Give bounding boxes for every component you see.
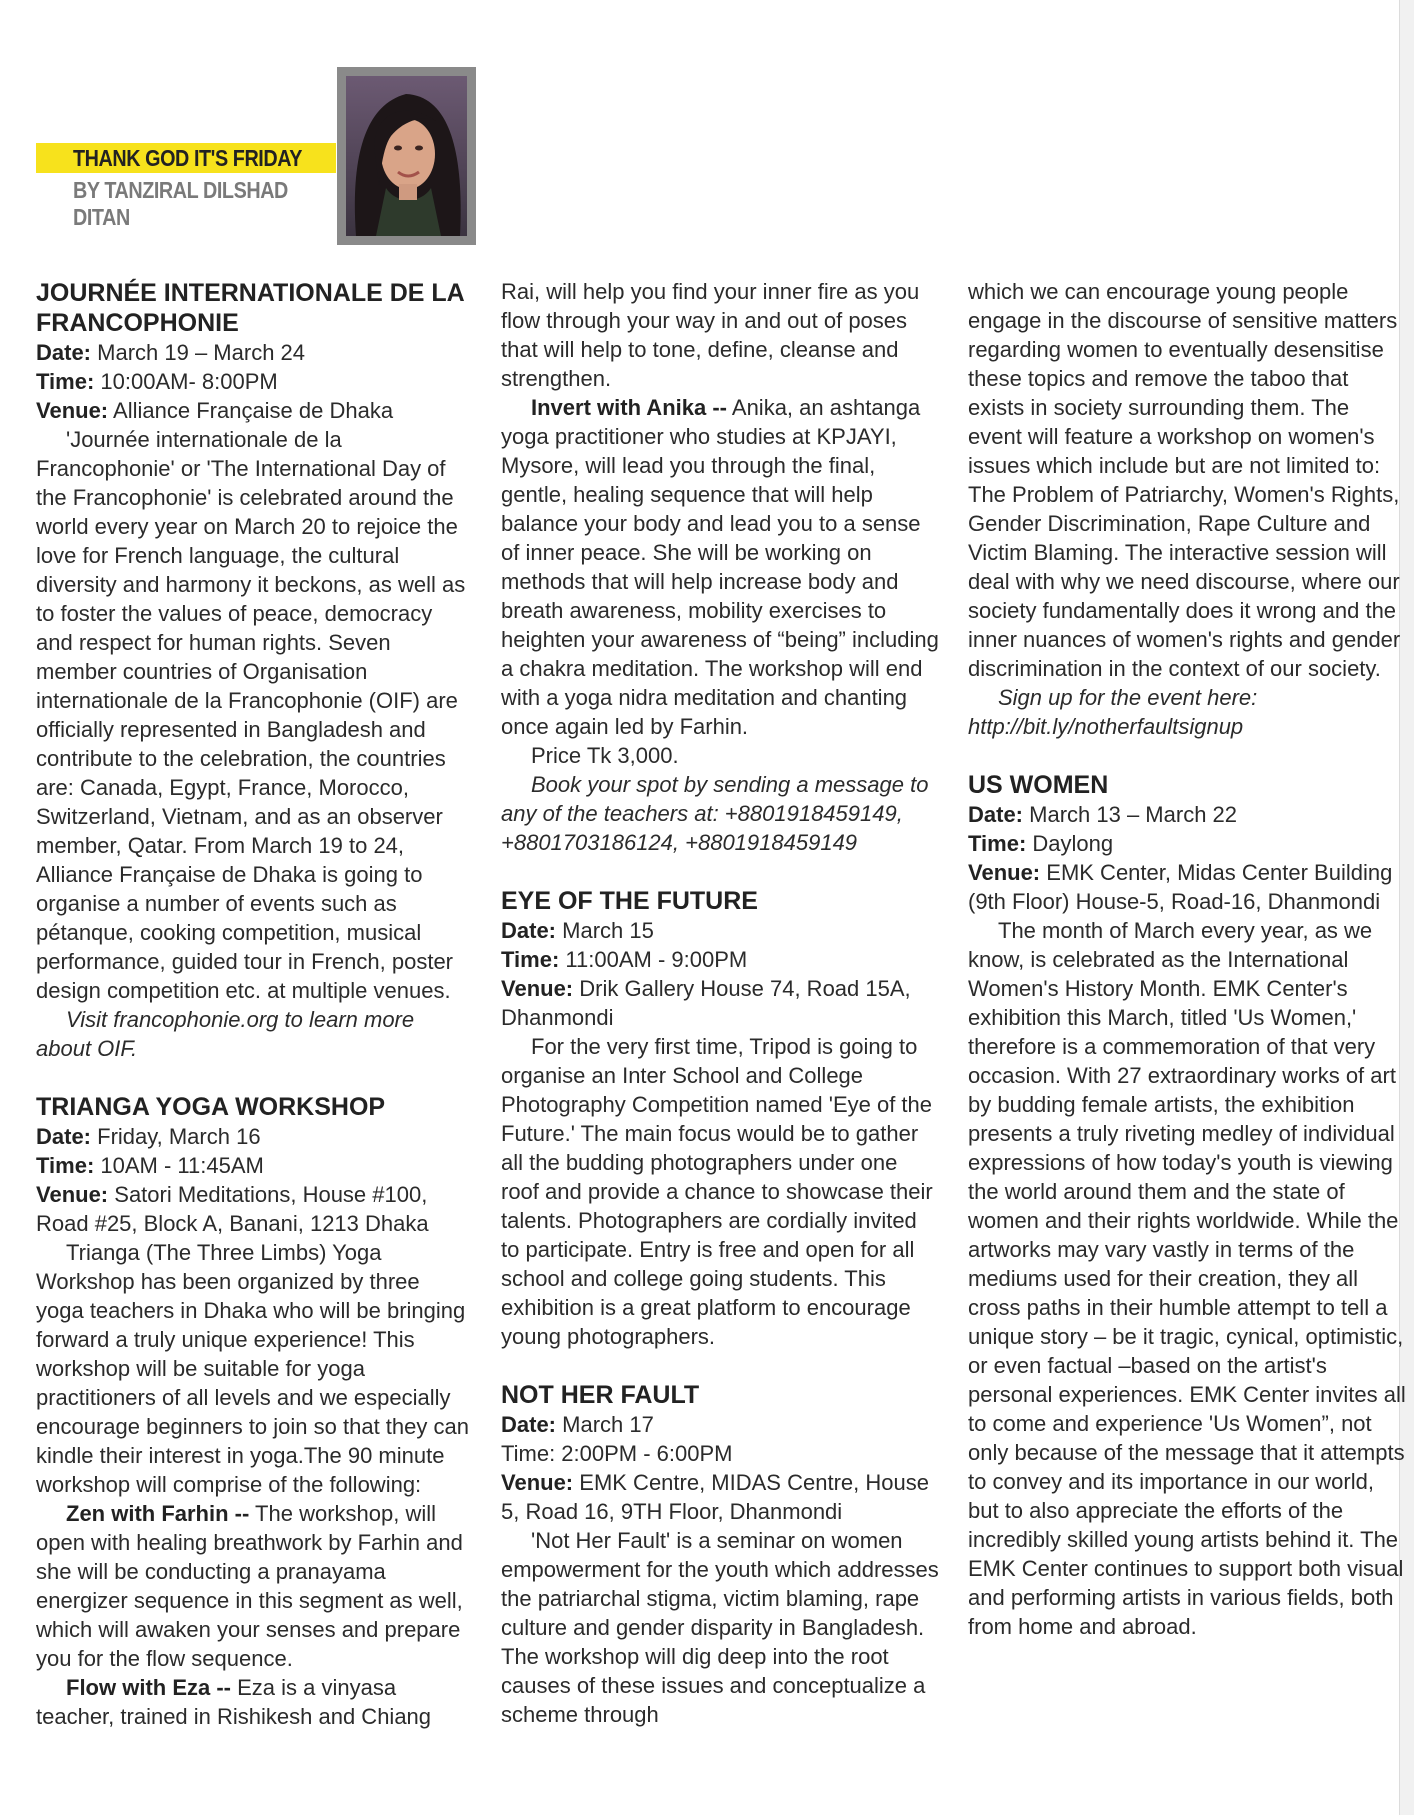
author-photo-frame xyxy=(337,67,476,245)
article-body-continued: Rai, will help you find your inner fire as you flow through your way in and out of poses that will help to tone, define, cleanse and strengthen. xyxy=(501,279,920,391)
section-title: JOURNÉE INTERNATIONALE DE LA FRANCOPHONIE xyxy=(36,279,464,337)
article-trianga-yoga xyxy=(36,1092,470,1731)
section-title: US WOMEN xyxy=(968,771,1109,799)
event-date: Date: Friday, March 16 xyxy=(36,1124,261,1149)
event-time: Time: 10AM - 11:45AM xyxy=(36,1153,264,1178)
article-body: For the very first time, Tripod is going to organise an Inter School and College Photography Competition named 'Eye of the Future.' The main focus would be to gather all the budding photographers under one roof and provide a chance to showcase their talents. Photographers are cordially invited to participate. Entry is free and open for all school and college going students. This exhibition is a great platform to encourage young photographers. xyxy=(501,1034,933,1349)
article-not-her-fault xyxy=(501,1380,941,1729)
event-date: Date: March 13 – March 22 xyxy=(968,802,1238,827)
event-time: Time: 10:00AM- 8:00PM xyxy=(36,369,278,394)
column-2 xyxy=(501,277,941,1729)
article-body: 'Journée internationale de la Francophonie' or 'The International Day of the Francophonie' is celebrated around the world every year on March 20 to rejoice the love for French language, the cultural diversity and harmony it beckons, as well as to foster the values of peace, democracy and respect for human rights. Seven member countries of Organisation internationale de la Francophonie (OIF) are officially represented in Bangladesh and contribute to the celebration, the countries are: Canada, Egypt, France, Morocco, Switzerland, Vietnam, and as an observer member, Qatar. From March 19 to 24, Alliance Française de Dhaka is going to organise a number of events such as pétanque, cooking competition, musical performance, guided tour in French, poster design competition etc. at multiple venues. xyxy=(36,427,466,1003)
author-portrait-image xyxy=(346,76,467,236)
event-venue: Venue: Alliance Française de Dhaka xyxy=(36,398,394,423)
article-body: The month of March every year, as we know, is celebrated as the International Women's History Month. EMK Center's exhibition this March, titled 'Us Women,' therefore is a commemoration of that very occasion. With 27 extraordinary works of art by budding female artists, the exhibition presents a truly riveting medley of individual expressions of how today's youth is viewing the world around them and the state of women and their rights worldwide. While the artworks may vary vastly in terms of the mediums used for their creation, they all cross paths in their humble attempt to tell a unique story – be it tragic, cynical, optimistic, or even factual –based on the artist's personal experiences. EMK Center invites all to come and experience 'Us Women”, not only because of the message that it attempts to convey and its importance in our world, but to also appreciate the efforts of the incredibly skilled young artists behind it. The EMK Center continues to support both visual and performing artists in various fields, both from home and abroad. xyxy=(968,918,1406,1639)
column-3 xyxy=(968,277,1408,1641)
event-date: Date: March 19 – March 24 xyxy=(36,340,306,365)
article-us-women xyxy=(968,770,1408,1641)
event-venue: Venue: EMK Centre, MIDAS Centre, House 5, Road 16, 9TH Floor, Dhanmondi xyxy=(501,1470,929,1524)
event-venue: Venue: Satori Meditations, House #100, Road #25, Block A, Banani, 1213 Dhaka xyxy=(36,1182,429,1236)
article-body-continued: which we can encourage young people engage in the discourse of sensitive matters regarding women to eventually desensitise these topics and remove the taboo that exists in society surrounding them. The event will feature a workshop on women's issues which include but are not limited to: The Problem of Patriarchy, Women's Rights, Gender Discrimination, Rape Culture and Victim Blaming. The interactive session will deal with why we need discourse, where our society fundamentally does it wrong and the inner nuances of women's rights and gender discrimination in the context of our society. xyxy=(968,279,1401,681)
section-title: EYE OF THE FUTURE xyxy=(501,887,758,915)
column-1 xyxy=(36,278,470,1731)
article-body: Trianga (The Three Limbs) Yoga Workshop has been organized by three yoga teachers in Dhaka who will be bringing forward a truly unique experience! This workshop will be suitable for yoga practitioners of all levels and we especially encourage beginners to join so that they can kindle their interest in yoga.The 90 minute workshop will comprise of the following: xyxy=(36,1240,469,1497)
session-zen: Zen with Farhin -- The workshop, will open with healing breathwork by Farhin and she will be conducting a pranayama energizer sequence in this segment as well, which will awaken your senses and prepare you for the flow sequence. xyxy=(36,1501,463,1671)
author-photo xyxy=(346,76,467,236)
byline: BY TANZIRAL DILSHAD DITAN xyxy=(73,177,288,230)
event-date: Date: March 17 xyxy=(501,1412,654,1437)
section-title: TRIANGA YOGA WORKSHOP xyxy=(36,1093,386,1121)
event-venue: Venue: Drik Gallery House 74, Road 15A, Dhanmondi xyxy=(501,976,911,1030)
column-kicker: THANK GOD IT'S FRIDAY xyxy=(73,145,303,171)
article-francophonie xyxy=(36,278,470,1063)
section-title: NOT HER FAULT xyxy=(501,1381,700,1409)
event-time: Time: 11:00AM - 9:00PM xyxy=(501,947,748,972)
session-flow: Flow with Eza -- Eza is a vinyasa teacher, trained in Rishikesh and Chiang xyxy=(36,1675,432,1729)
article-eye-of-the-future xyxy=(501,886,941,1351)
event-date: Date: March 15 xyxy=(501,918,654,943)
event-time: Time: Daylong xyxy=(968,831,1114,856)
event-time: Time: 2:00PM - 6:00PM xyxy=(501,1441,733,1466)
article-note: Visit francophonie.org to learn more about OIF. xyxy=(36,1007,415,1061)
price: Price Tk 3,000. xyxy=(531,743,679,768)
booking-info: Book your spot by sending a message to any of the teachers at: +8801918459149, +8801703186124, +8801918459149 xyxy=(501,772,929,855)
session-invert: Invert with Anika -- Anika, an ashtanga yoga practitioner who studies at KPJAYI, Mysore, will lead you through the final, gentle, healing sequence that will help balance your body and lead you to a sense of inner peace. She will be working on methods that will help increase body and breath awareness, mobility exercises to heighten your awareness of “being” including a chakra meditation. The workshop will end with a yoga nidra meditation and chanting once again led by Farhin. xyxy=(501,395,939,739)
article-body: 'Not Her Fault' is a seminar on women empowerment for the youth which addresses the patriarchal stigma, victim blaming, rape culture and gender disparity in Bangladesh. The workshop will dig deep into the root causes of these issues and conceptualize a scheme through xyxy=(501,1528,939,1727)
column-header xyxy=(0,0,600,260)
signup-info: Sign up for the event here: http://bit.ly/notherfaultsignup xyxy=(968,685,1258,739)
event-venue: Venue: EMK Center, Midas Center Building (9th Floor) House-5, Road-16, Dhanmondi xyxy=(968,860,1393,914)
